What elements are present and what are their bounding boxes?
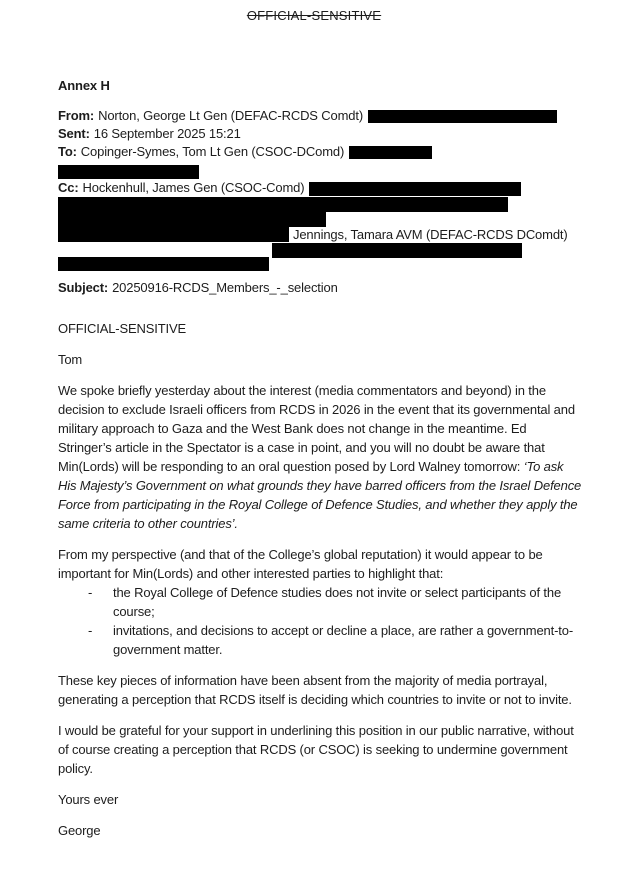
redaction-bar-cc-row2 — [58, 211, 326, 227]
bullet-marker: - — [88, 623, 93, 638]
signoff: Yours ever — [58, 792, 119, 807]
header-to-line — [58, 143, 582, 161]
redaction-bar-from — [368, 110, 557, 123]
bullet-list — [58, 583, 582, 659]
sent-label: Sent: — [58, 126, 90, 141]
greeting: Tom — [58, 352, 83, 367]
email-body — [58, 319, 582, 840]
redaction-bar-cc-row1 — [58, 197, 508, 212]
redaction-bar-cc-row5 — [58, 257, 269, 271]
paragraph-4: I would be grateful for your support in underlining this position in our public narrative, without of course creating a perception that RCDS (or CSOC) is seeking to undermine government policy. — [58, 723, 574, 776]
header-subject-line — [58, 279, 582, 297]
from-value: Norton, George Lt Gen (DEFAC-RCDS Comdt) — [98, 108, 364, 123]
classification-text-body: OFFICIAL-SENSITIVE — [58, 321, 187, 336]
subject-label: Subject: — [58, 280, 109, 295]
sent-value: 16 September 2025 15:21 — [93, 126, 241, 141]
redaction-bar-to — [349, 146, 432, 159]
bullet-text: invitations, and decisions to accept or decline a place, are rather a government-to-government matter. — [113, 623, 573, 657]
classification-banner-top — [0, 0, 628, 23]
bullet-item — [58, 621, 582, 659]
annex-label: Annex H — [58, 78, 110, 93]
redaction-bar-cc-row3 — [58, 226, 289, 242]
paragraph-1 — [58, 381, 582, 533]
subject-value: 20250916-RCDS_Members_-_selection — [112, 280, 338, 295]
from-label: From: — [58, 108, 95, 123]
bullet-text: the Royal College of Defence studies does not invite or select participants of the course; — [113, 585, 562, 619]
redaction-bar-to-continued — [58, 165, 199, 179]
email-header-block — [58, 107, 582, 297]
header-to-wrap-line — [58, 161, 582, 179]
paragraph-2-intro: From my perspective (and that of the College’s global reputation) it would appear to be important for Min(Lords) and other interested parties to highlight that: — [58, 547, 543, 581]
header-from-line — [58, 107, 582, 125]
redaction-bar-cc-row4 — [272, 243, 522, 258]
bullet-item — [58, 583, 582, 621]
paragraph-1-text: We spoke briefly yesterday about the interest (media commentators and beyond) in the decision to exclude Israeli officers from RCDS in 2026 in the event that its governmental and military approach to Gaza and the West Bank does not change in the meantime. Ed Stringer’s article in the Spectator is a case in point, and you will no doubt be aware that Min(Lords) will be responding to an oral question posed by Lord Walney tomorrow: — [58, 383, 575, 474]
header-cc-line — [58, 179, 582, 197]
cc-redacted-block — [58, 197, 582, 273]
header-sent-line — [58, 125, 582, 143]
to-label: To: — [58, 144, 77, 159]
document-content — [58, 78, 582, 840]
cc-additional-recipient: Jennings, Tamara AVM (DEFAC-RCDS DComdt) — [293, 227, 568, 242]
cc-label: Cc: — [58, 180, 79, 195]
signature: George — [58, 823, 101, 838]
paragraph-3: These key pieces of information have been absent from the majority of media portrayal, generating a perception that RCDS itself is deciding which countries to invite or not to invite. — [58, 673, 572, 707]
redaction-bar-cc — [309, 182, 521, 196]
paragraph-1-quote: ‘To ask His Majesty’s Government on what grounds they have barred officers from the Israel Defence Force from participating in the Royal College of Defence Studies, and whether they apply the same criteria to other countries’. — [58, 459, 582, 531]
to-value: Copinger-Symes, Tom Lt Gen (CSOC-DComd) — [80, 144, 345, 159]
bullet-marker: - — [88, 585, 93, 600]
classification-text-top: OFFICIAL-SENSITIVE — [246, 8, 382, 23]
cc-value: Hockenhull, James Gen (CSOC-Comd) — [82, 180, 305, 195]
